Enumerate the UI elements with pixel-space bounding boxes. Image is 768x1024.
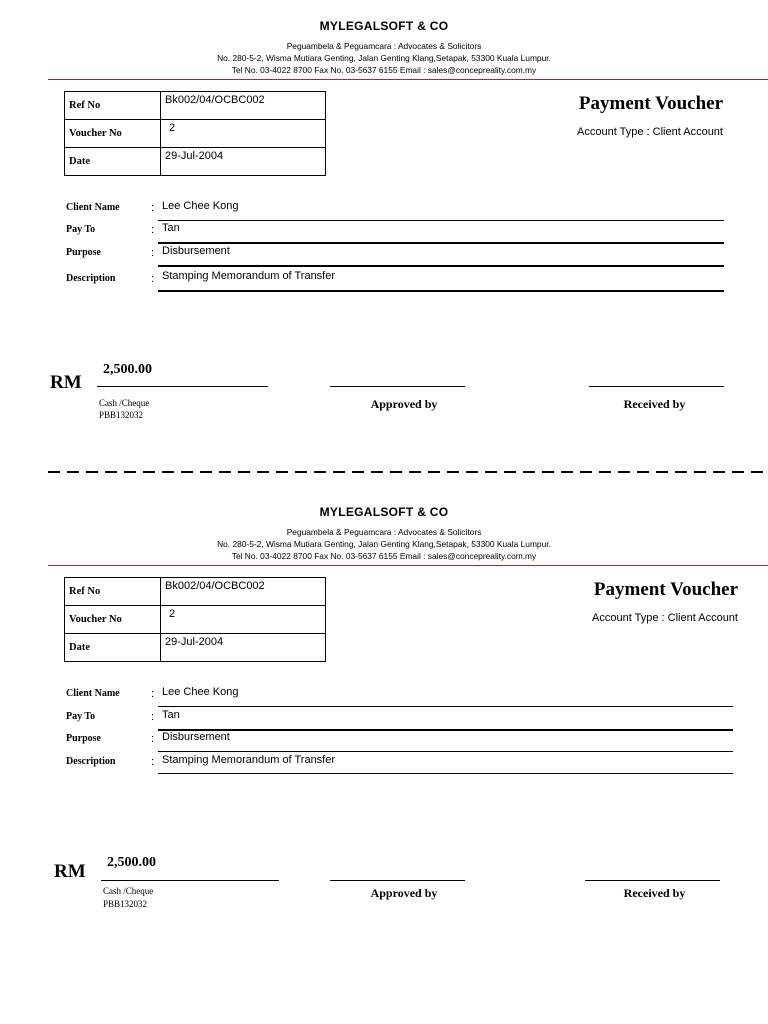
description-label: Description [66,756,116,767]
received-signature-line [589,386,724,387]
date-value: 29-Jul-2004 [161,148,326,176]
description-label: Description [66,273,116,284]
client-name-underline [158,706,733,707]
cut-line [48,471,763,473]
client-name-underline [158,220,724,221]
account-type: Account Type : Client Account [592,612,738,624]
ref-no-value: Bk002/04/OCBC002 [161,578,326,606]
ref-no-label: Ref No [65,92,161,120]
purpose-colon: : [151,247,155,259]
amount-value: 2,500.00 [103,362,152,377]
header-divider [48,565,768,566]
client-name-colon: : [151,202,155,214]
company-tagline: Peguambela & Peguamcara : Advocates & Solicitors [286,527,482,537]
ref-no-label: Ref No [65,578,161,606]
approved-by-label: Approved by [370,886,438,900]
pay-to-label: Pay To [66,711,96,722]
pay-to-value: Tan [162,222,180,234]
voucher-title: Payment Voucher [578,93,723,114]
voucher-no-label: Voucher No [65,606,161,634]
date-label: Date [65,634,161,662]
description-colon: : [151,273,155,285]
voucher-no-value: 2 [161,120,326,148]
pay-to-colon: : [151,224,155,236]
amount-line [97,386,268,387]
description-underline [158,773,733,774]
ref-no-value: Bk002/04/OCBC002 [161,92,326,120]
company-name: MYLEGALSOFT & CO [319,19,449,33]
purpose-colon: : [151,733,155,745]
purpose-value: Disbursement [162,731,230,743]
approved-signature-line [330,880,465,881]
description-value: Stamping Memorandum of Transfer [162,270,336,282]
received-signature-line [585,880,720,881]
purpose-underline [158,265,724,267]
voucher-no-label: Voucher No [65,120,161,148]
client-name-value: Lee Chee Kong [162,686,239,698]
pay-to-colon: : [151,711,155,723]
voucher-info-table [64,577,326,662]
cheque-number: PBB132032 [103,899,148,909]
account-type: Account Type : Client Account [577,126,723,138]
purpose-label: Purpose [66,247,101,258]
client-name-colon: : [151,688,155,700]
amount-value: 2,500.00 [107,855,156,870]
cheque-number: PBB132032 [99,410,144,420]
date-value: 29-Jul-2004 [161,634,326,662]
approved-by-label: Approved by [370,397,438,411]
company-contact: Tel No. 03-4022 8700 Fax No. 03-5637 6155 Email : sales@concepreality.com.my [231,551,537,561]
pay-to-underline [158,242,724,244]
company-contact: Tel No. 03-4022 8700 Fax No. 03-5637 6155 Email : sales@concepreality.com.my [231,65,537,75]
client-name-label: Client Name [66,688,120,699]
received-by-label: Received by [623,886,686,900]
received-by-label: Received by [623,397,686,411]
company-tagline: Peguambela & Peguamcara : Advocates & Solicitors [286,41,482,51]
pay-to-underline [158,729,733,731]
date-label: Date [65,148,161,176]
payment-method: Cash /Cheque [103,886,154,896]
purpose-label: Purpose [66,733,101,744]
voucher-no-value: 2 [161,606,326,634]
client-name-value: Lee Chee Kong [162,200,239,212]
description-value: Stamping Memorandum of Transfer [162,754,336,766]
payment-method: Cash /Cheque [99,398,150,408]
company-address: No. 280-5-2, Wisma Mutiara Genting, Jalan Genting Klang,Setapak, 53300 Kuala Lumpur. [217,539,551,549]
pay-to-value: Tan [162,709,180,721]
currency-label: RM [50,372,82,393]
client-name-label: Client Name [66,202,120,213]
header-divider [48,79,768,80]
company-address: No. 280-5-2, Wisma Mutiara Genting, Jalan Genting Klang,Setapak, 53300 Kuala Lumpur. [217,53,551,63]
purpose-underline [158,751,733,752]
voucher-title: Payment Voucher [593,579,738,600]
approved-signature-line [330,386,465,387]
purpose-value: Disbursement [162,245,230,257]
amount-line [101,880,279,881]
description-underline [158,290,724,292]
pay-to-label: Pay To [66,224,96,235]
company-name: MYLEGALSOFT & CO [319,505,449,519]
description-colon: : [151,756,155,768]
currency-label: RM [54,861,86,882]
voucher-info-table [64,91,326,176]
